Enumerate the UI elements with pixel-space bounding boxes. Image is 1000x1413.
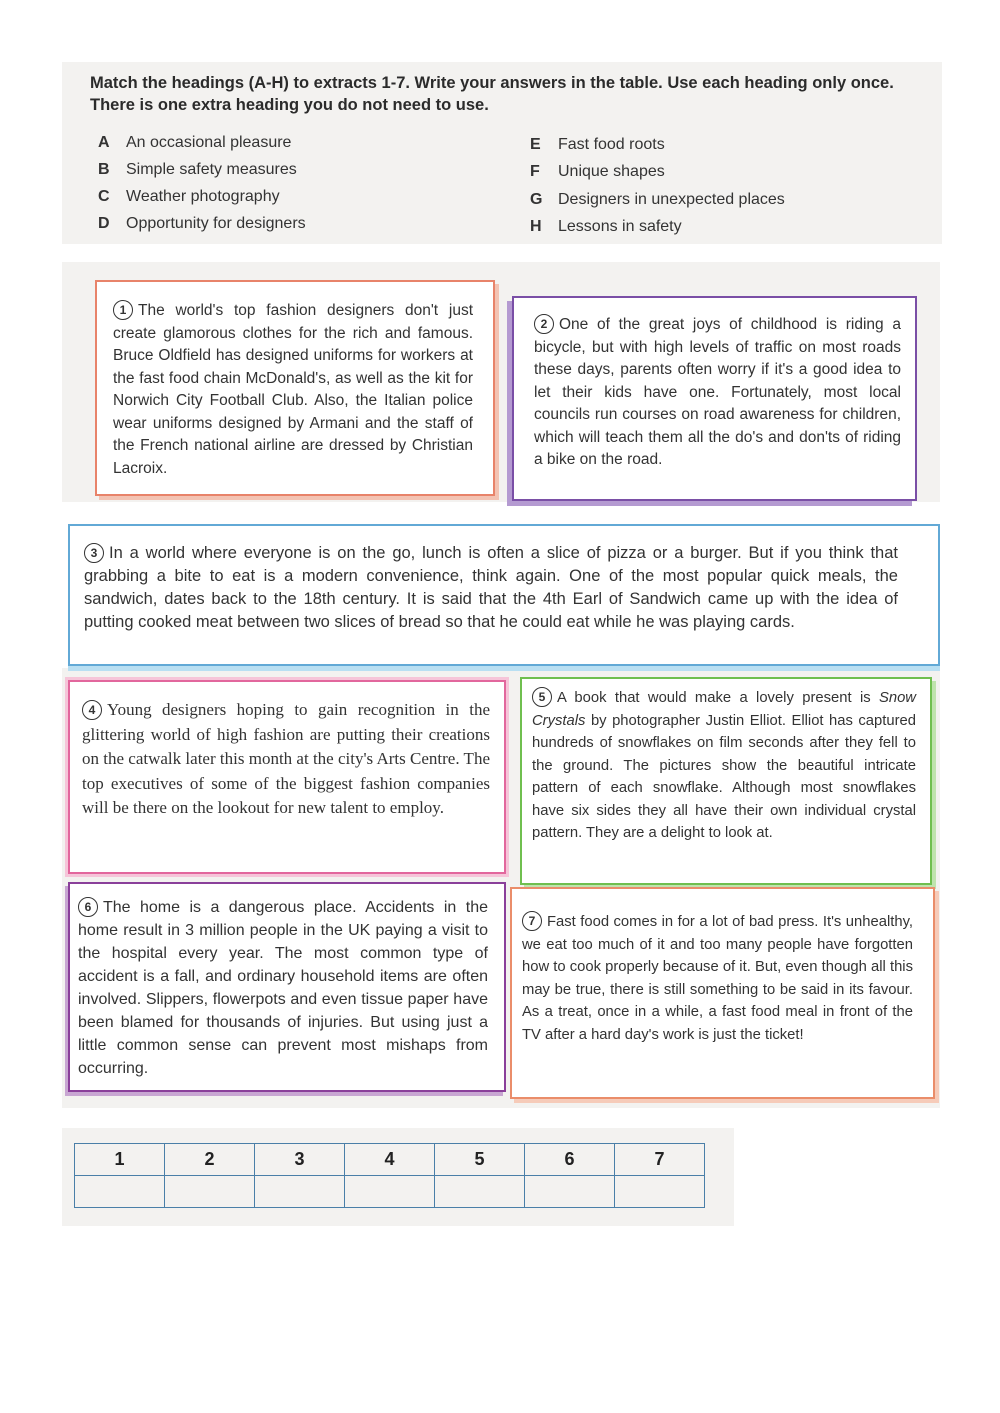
heading-d	[98, 215, 306, 233]
extract-2	[512, 296, 917, 501]
heading-text: Opportunity for designers	[126, 215, 306, 232]
heading-b	[98, 161, 297, 179]
extract-5	[520, 677, 932, 885]
answer-header-5: 5	[435, 1144, 525, 1176]
heading-e	[530, 136, 665, 154]
extract-text	[534, 314, 901, 472]
extract-number: 1	[113, 300, 133, 320]
answer-cell-2[interactable]	[165, 1176, 255, 1208]
book-title: Snow Crystals	[532, 690, 916, 729]
heading-text: Designers in unexpected places	[558, 191, 785, 208]
heading-letter: C	[98, 188, 110, 205]
heading-letter: G	[530, 191, 543, 208]
heading-text: Weather photography	[126, 188, 280, 205]
extract-text	[82, 698, 490, 821]
heading-h	[530, 218, 682, 236]
extract-number: 7	[522, 911, 542, 931]
extract-3	[68, 524, 940, 666]
extract-6	[68, 882, 506, 1092]
heading-text: An occasional pleasure	[126, 134, 292, 151]
extract-body: Young designers hoping to gain recognition in the glittering world of high fashion are putting their creations on the catwalk later this month at the city's Arts Centre. The top executives of some of the biggest fashion companies will be there on the lookout for new talent to employ.	[82, 700, 490, 817]
answer-cell-5[interactable]	[435, 1176, 525, 1208]
answer-table-header-row	[75, 1144, 705, 1176]
extract-text	[522, 911, 913, 1046]
extract-number: 6	[78, 897, 98, 917]
answer-header-2: 2	[165, 1144, 255, 1176]
extract-body: One of the great joys of childhood is riding a bicycle, but with high levels of traffic on most roads these days, parents often worry if it's a good idea to let their kids have one. Fortunately, most local councils run courses on road awareness for children, which will teach them all the do's and don'ts of riding a bike on the road.	[534, 316, 901, 468]
instructions: Match the headings (A-H) to extracts 1-7. Write your answers in the table. Use each heading only once. There is one extra heading you do not need to use.	[90, 74, 894, 114]
extract-4	[68, 680, 506, 874]
heading-text: Lessons in safety	[558, 218, 682, 235]
heading-letter: A	[98, 134, 110, 151]
answer-header-1: 1	[75, 1144, 165, 1176]
extract-number: 4	[82, 700, 102, 720]
heading-f	[530, 163, 665, 181]
extract-number: 2	[534, 314, 554, 334]
answer-cell-1[interactable]	[75, 1176, 165, 1208]
answer-table	[74, 1143, 705, 1208]
extract-body: The home is a dangerous place. Accidents in the home result in 3 million people in the UK paying a visit to the hospital every year. The most common type of accident is a fall, and ordinary household items are often involved. Slippers, flowerpots and even tissue paper have been blamed for thousands of injuries. But using just a little common sense can prevent most mishaps from occurring.	[78, 899, 488, 1077]
extract-text	[532, 687, 916, 845]
heading-letter: H	[530, 218, 542, 235]
heading-text: Fast food roots	[558, 136, 665, 153]
extract-body: The world's top fashion designers don't just create glamorous clothes for the rich and famous. Bruce Oldfield has designed uniforms for workers at the fast food chain McDonald's, as well as the kit for Norwich City Football Club. Also, the Italian police wear uniforms designed by Armani and the staff of the French national airline are dressed by Christian Lacroix.	[113, 302, 473, 477]
heading-text: Unique shapes	[558, 163, 665, 180]
extract-text	[84, 542, 898, 634]
heading-letter: D	[98, 215, 110, 232]
heading-c	[98, 188, 280, 206]
extract-body-end: by photographer Justin Elliot. Elliot has captured hundreds of snowflakes on film seconds after they fell to the ground. The pictures show the beautiful intricate pattern of each snowflake. Although most snowflakes have six sides they all have their own individual crystal pattern. They are a delight to look at.	[532, 712, 916, 841]
heading-a	[98, 134, 291, 152]
answer-cell-6[interactable]	[525, 1176, 615, 1208]
answer-header-6: 6	[525, 1144, 615, 1176]
answer-header-7: 7	[615, 1144, 705, 1176]
extract-body-start: A book that would make a lovely present is	[557, 690, 879, 706]
heading-text: Simple safety measures	[126, 161, 297, 178]
answer-cell-7[interactable]	[615, 1176, 705, 1208]
extract-7	[510, 887, 935, 1099]
answer-cell-4[interactable]	[345, 1176, 435, 1208]
heading-letter: F	[530, 163, 540, 180]
extract-text	[113, 300, 473, 480]
heading-letter: B	[98, 161, 110, 178]
extract-text	[78, 896, 488, 1080]
answer-table-answer-row	[75, 1176, 705, 1208]
heading-g	[530, 191, 785, 209]
extract-1	[95, 280, 495, 496]
extract-body: In a world where everyone is on the go, lunch is often a slice of pizza or a burger. But if you think that grabbing a bite to eat is a modern convenience, think again. One of the most popular quick meals, the sandwich, dates back to the 18th century. It is said that the 4th Earl of Sandwich came up with the idea of putting cooked meat between two slices of bread so that he could eat while he was playing cards.	[84, 544, 898, 631]
answer-header-4: 4	[345, 1144, 435, 1176]
extract-body: Fast food comes in for a lot of bad press. It's unhealthy, we eat too much of it and too many people have forgotten how to cook properly because of it. But, even though all this may be true, there is still something to be said in its favour. As a treat, once in a while, a fast food meal in front of the TV after a hard day's work is just the ticket!	[522, 914, 913, 1043]
answer-header-3: 3	[255, 1144, 345, 1176]
answer-cell-3[interactable]	[255, 1176, 345, 1208]
heading-letter: E	[530, 136, 541, 153]
extract-number: 5	[532, 687, 552, 707]
extract-number: 3	[84, 543, 104, 563]
